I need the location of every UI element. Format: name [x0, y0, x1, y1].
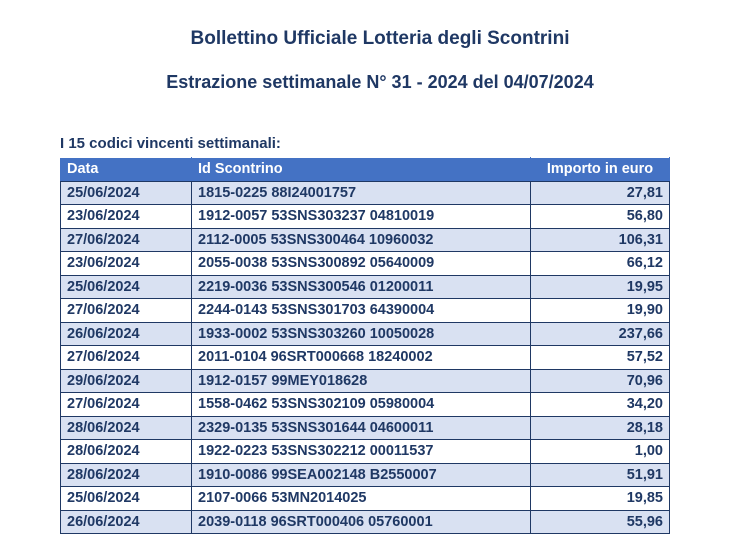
cell-importo: 57,52: [531, 346, 670, 370]
cell-id-scontrino: 2219-0036 53SNS300546 01200011: [192, 275, 531, 299]
table-row: [61, 393, 670, 417]
cell-importo: 56,80: [531, 205, 670, 229]
cell-id-scontrino: 2244-0143 53SNS301703 64390004: [192, 299, 531, 323]
table-row: [61, 205, 670, 229]
cell-importo: 55,96: [531, 510, 670, 534]
cell-id-scontrino: 2039-0118 96SRT000406 05760001: [192, 510, 531, 534]
cell-data: 25/06/2024: [61, 275, 192, 299]
cell-data: 29/06/2024: [61, 369, 192, 393]
table-row: [61, 487, 670, 511]
cell-data: 28/06/2024: [61, 416, 192, 440]
cell-id-scontrino: 1815-0225 88I24001757: [192, 181, 531, 205]
page-title: Bollettino Ufficiale Lotteria degli Scontrini: [190, 28, 570, 49]
cell-importo: 19,85: [531, 487, 670, 511]
cell-data: 27/06/2024: [61, 228, 192, 252]
cell-importo: 66,12: [531, 252, 670, 276]
cell-id-scontrino: 2112-0005 53SNS300464 10960032: [192, 228, 531, 252]
cell-data: 23/06/2024: [61, 205, 192, 229]
cell-importo: 27,81: [531, 181, 670, 205]
table-row: [61, 510, 670, 534]
cell-data: 27/06/2024: [61, 393, 192, 417]
cell-data: 26/06/2024: [61, 322, 192, 346]
cell-id-scontrino: 2011-0104 96SRT000668 18240002: [192, 346, 531, 370]
table-row: [61, 440, 670, 464]
cell-data: 23/06/2024: [61, 252, 192, 276]
cell-data: 25/06/2024: [61, 181, 192, 205]
table-row: [61, 299, 670, 323]
cell-data: 25/06/2024: [61, 487, 192, 511]
cell-id-scontrino: 2329-0135 53SNS301644 04600011: [192, 416, 531, 440]
table-row: [61, 252, 670, 276]
cell-data: 28/06/2024: [61, 463, 192, 487]
cell-importo: 106,31: [531, 228, 670, 252]
section-label: I 15 codici vincenti settimanali:: [60, 135, 281, 152]
cell-data: 28/06/2024: [61, 440, 192, 464]
table-row: [61, 369, 670, 393]
table-row: [61, 181, 670, 205]
cell-importo: 1,00: [531, 440, 670, 464]
table-row: [61, 322, 670, 346]
table-header-row: [61, 158, 670, 182]
cell-data: 27/06/2024: [61, 346, 192, 370]
table-row: [61, 228, 670, 252]
page-subtitle: Estrazione settimanale N° 31 - 2024 del 04/07/2024: [166, 72, 594, 92]
cell-importo: 19,90: [531, 299, 670, 323]
table-row: [61, 416, 670, 440]
table-row: [61, 275, 670, 299]
cell-importo: 34,20: [531, 393, 670, 417]
cell-importo: 51,91: [531, 463, 670, 487]
cell-importo: 237,66: [531, 322, 670, 346]
cell-id-scontrino: 1912-0057 53SNS303237 04810019: [192, 205, 531, 229]
cell-id-scontrino: 2055-0038 53SNS300892 05640009: [192, 252, 531, 276]
cell-id-scontrino: 1558-0462 53SNS302109 05980004: [192, 393, 531, 417]
cell-id-scontrino: 1910-0086 99SEA002148 B2550007: [192, 463, 531, 487]
cell-id-scontrino: 1912-0157 99MEY018628: [192, 369, 531, 393]
winning-codes-table: [60, 157, 670, 534]
cell-id-scontrino: 1933-0002 53SNS303260 10050028: [192, 322, 531, 346]
cell-importo: 70,96: [531, 369, 670, 393]
column-header-id-scontrino: Id Scontrino: [192, 158, 531, 182]
column-header-importo: Importo in euro: [531, 158, 670, 182]
cell-data: 26/06/2024: [61, 510, 192, 534]
column-header-data: Data: [61, 158, 192, 182]
table-row: [61, 346, 670, 370]
cell-id-scontrino: 2107-0066 53MN2014025: [192, 487, 531, 511]
cell-id-scontrino: 1922-0223 53SNS302212 00011537: [192, 440, 531, 464]
cell-importo: 28,18: [531, 416, 670, 440]
cell-data: 27/06/2024: [61, 299, 192, 323]
cell-importo: 19,95: [531, 275, 670, 299]
table-row: [61, 463, 670, 487]
